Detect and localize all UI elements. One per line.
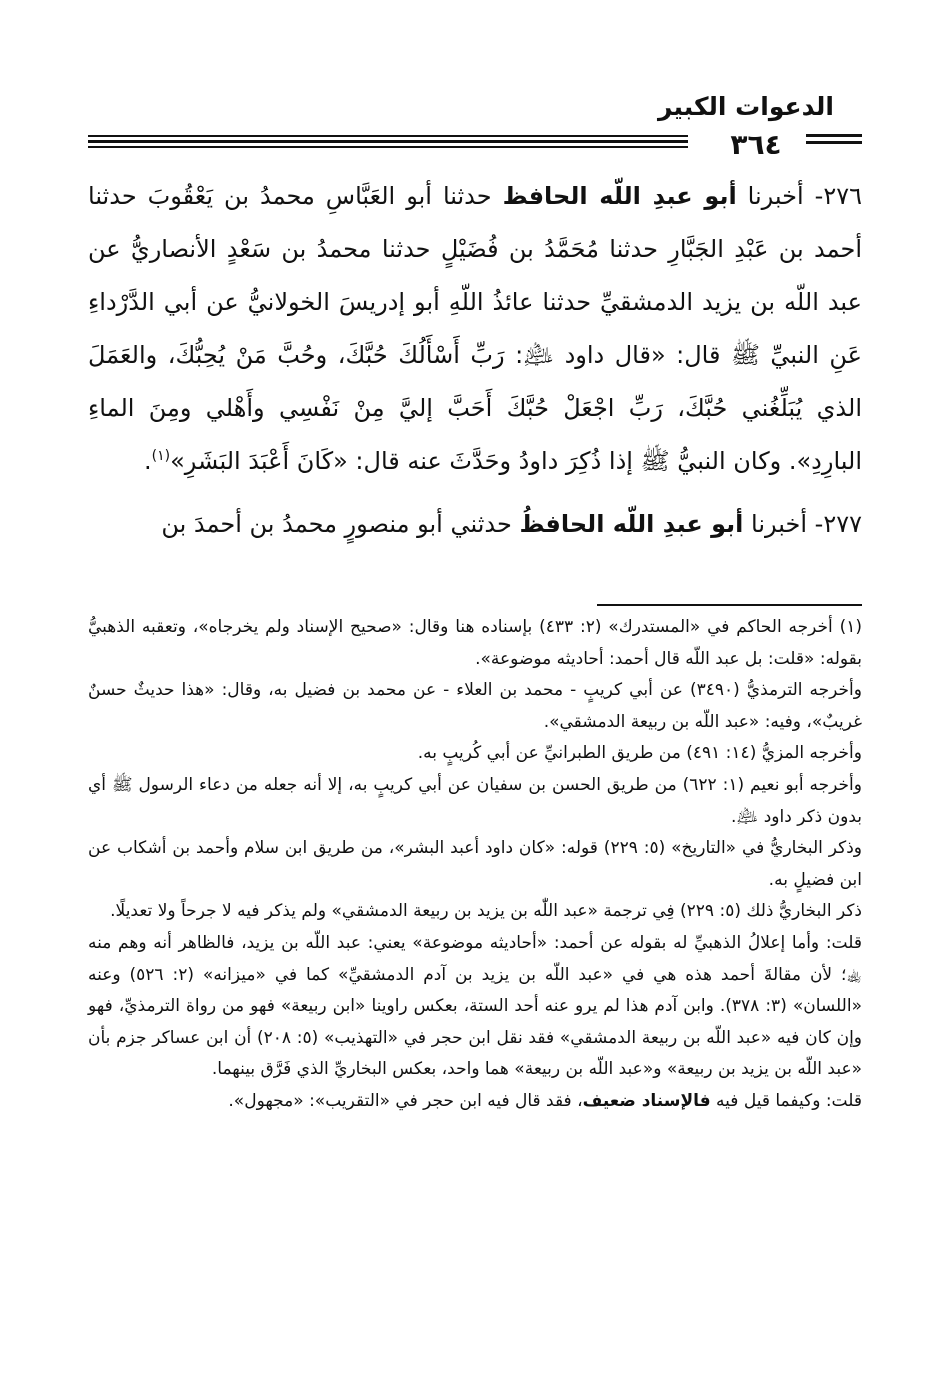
footnote-paragraph: وأخرجه أبو نعيم (١: ٦٢٢) من طريق الحسن بن سفيان عن أبي كريبٍ به، إلا أنه جعله من دعاء الرسول ﷺ أي بدون ذكر داود ﵇. [88, 774, 862, 827]
running-title: الدعوات الكبير [657, 92, 834, 121]
hadith-number: ٢٧٧- [807, 510, 862, 538]
page-header [88, 124, 862, 161]
footnote-paragraph: وأخرجه المزيُّ (١٤: ٤٩١) من طريق الطبرانيِّ عن أبي كُريبٍ به. [417, 743, 862, 764]
narrator-name: أبو عبدِ اللّه الحافظُ [519, 510, 744, 538]
hadith-number: ٢٧٦- [803, 182, 862, 210]
header-rule [806, 134, 862, 137]
footnote-text: ، فقد قال فيه ابن حجر في «التقريب»: «مجهول». [228, 1090, 583, 1111]
page-number: ٣٦٤ [730, 128, 782, 161]
footnote-marker[interactable]: (١) [151, 448, 171, 464]
footnote-paragraph [88, 1086, 862, 1118]
footnote-separator [597, 604, 862, 606]
footnote-paragraph: قلت: وأما إعلالُ الذهبيِّ له بقوله عن أحمد: «أحاديثه موضوعة» يعني: عبد اللّه بن يزيد، فالظاهر أنه وهم منه ﵀؛ لأن مقالةَ أحمد هذه هي في «عبد اللّه بن يزيد بن آدم الدمشقيِّ» كما في «ميزانه» (٢: ٥٢٦) وعنه «اللسان» (٣: ٣٧٨). وابن آدم هذا لم يرو عنه أحد الستة، بعكس راوينا «ابن ربيعة» فهو من رواة الترمذيِّ، فهو وإن كان فيه «عبد اللّه بن ربيعة الدمشقي» فقد نقل ابن حجر في «التهذيب» (٥: ٢٠٨) أن ابن عساكر جزم بأن «عبد اللّه بن يزيد بن ربيعة» و«عبد اللّه بن ربيعة» هما واحد، بعكس البخاريِّ الذي فَرَّق بينهما. [88, 932, 862, 1080]
narrator-name: أبو عبدِ اللّه الحافظ [502, 182, 737, 210]
hadith-276 [88, 170, 862, 488]
header-rule [88, 146, 688, 148]
hadith-text: أخبرنا [736, 182, 804, 210]
hadith-text: أخبرنا [743, 510, 808, 538]
header-rule [88, 140, 688, 143]
hadith-end: . [144, 447, 152, 475]
footnote-text: قلت: وكيفما قيل فيه [710, 1090, 862, 1111]
main-text [88, 170, 862, 551]
footnotes [88, 612, 862, 1118]
hadith-277 [88, 498, 862, 551]
footnote-paragraph: (١) أخرجه الحاكم في «المستدرك» (٢: ٤٣٣) بإسناده هنا وقال: «صحيح الإسناد ولم يخرجاه»، وتعقبه الذهبيُّ بقوله: «قلت: بل عبد اللّه قال أحمد: أحاديثه موضوعة». [88, 617, 862, 669]
footnote-paragraph: وذكر البخاريُّ في «التاريخ» (٥: ٢٢٩) قوله: «كان داود أعبد البشر»، من طريق ابن سلام وأحمد بن أشكاب عن ابن فضيلٍ به. [88, 838, 862, 890]
hadith-text: حدثني أبو منصورٍ محمدُ بن أحمدَ بن [161, 510, 520, 538]
footnote-paragraph: وأخرجه الترمذيُّ (٣٤٩٠) عن أبي كريبٍ - محمد بن العلاء - عن محمد بن فضيل به، وقال: «هذا حديثٌ حسنٌ غريبٌ»، وفيه: «عبد اللّه بن ربيعة الدمشقي». [88, 680, 862, 732]
footnote-paragraph: ذكر البخاريُّ ذلك (٥: ٢٢٩) فِي ترجمة «عبد اللّٰه بن يزيد بن ربيعة الدمشقي» ولم يذكر فيه لا جرحاً ولا تعديلًا. [110, 901, 862, 922]
header-rule [88, 135, 688, 137]
footnote-verdict: فالإسناد ضعيف [582, 1090, 711, 1111]
header-rule [806, 141, 862, 144]
hadith-text: حدثنا أبو العَبَّاسِ محمدُ بن يَعْقُوبَ حدثنا أحمد بن عَبْدِ الجَبَّارِ حدثنا مُحَمَّدُ بن فُضَيْلٍ حدثنا محمدُ بن سَعْدٍ الأنصاريُّ عن عبد اللّه بن يزيد الدمشقيِّ حدثنا عائذُ اللّهِ أبو إدريسَ الخولانيُّ عن أبي الدَّرْداءِ عَنِ النبيِّ ﷺ قال: «قال داود ﵇: رَبِّ أَسْأَلُكَ حُبَّكَ، وحُبَّ مَنْ يُحِبُّكَ، والعَمَلَ الذي يُبَلِّغُني حُبَّكَ، رَبِّ اجْعَلْ حُبَّكَ أَحَبَّ إليَّ مِنْ نَفْسِي وأَهْلي ومِنَ الماءِ البارِدِ». وكان النبيُّ ﷺ إذا ذُكِرَ داودُ وحَدَّثَ عنه قال: «كَانَ أَعْبَدَ البَشَرِ» [88, 182, 862, 475]
